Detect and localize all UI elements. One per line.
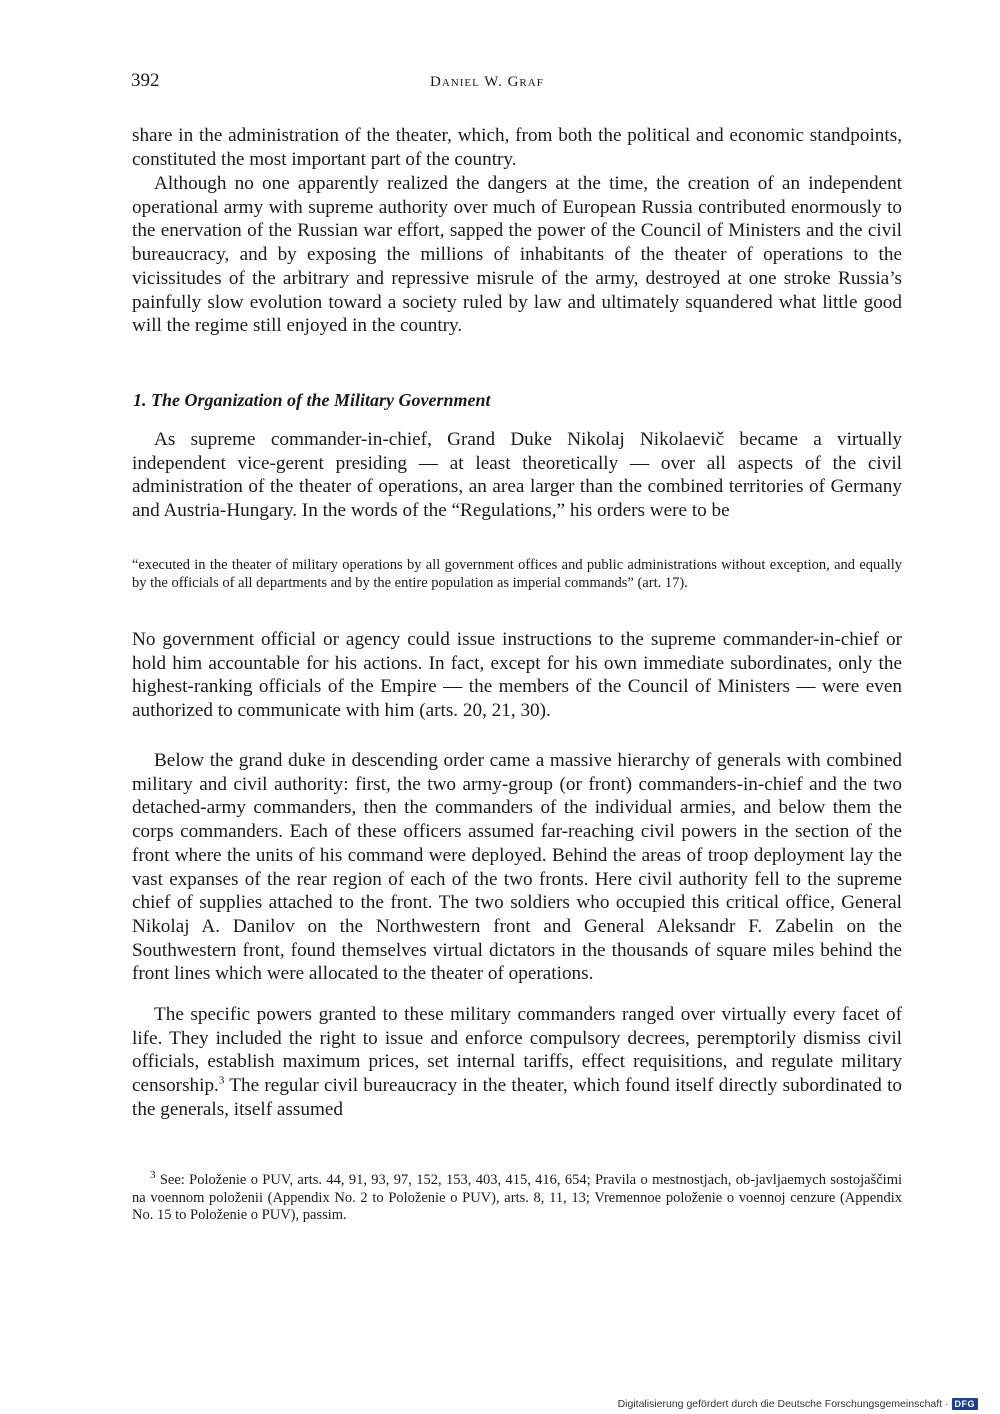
paragraph-5: Below the grand duke in descending order came a massive hierarchy of generals with combined military and civil authority: first, the two army-group (or front) commanders-in-chief and the two detached-army commanders, then the commanders of the individual armies, and below them the corps commanders. Each of these officers assumed far-reaching civil powers in the section of the front where the units of his command were deployed. Behind the areas of troop deployment lay the vast expanses of the rear region of each of the two fronts. Here civil authority fell to the supreme chief of supplies attached to the front. The two soldiers who occupied this critical office, General Nikolaj A. Danilov on the Northwestern front and General Aleksandr F. Zabelin on the Southwestern front, found themselves virtual dictators in the thousands of square miles behind the front lines which were allocated to the theater of operations. [132, 750, 902, 985]
credit-text: Digitalisierung gefördert durch die Deutsche Forschungsgemeinschaft · [617, 1398, 949, 1410]
block-quote: “executed in the theater of military operations by all government offices and public administrations without exception, and equally by the officials of all departments and by the entire population as imperial commands” (art. 17). [132, 557, 902, 591]
paragraph-6-text-before: The specific powers granted to these military commanders ranged over virtually every facet of life. They included the right to issue and enforce compulsory decrees, peremptorily dismiss civil officials, establish maximum prices, set internal tariffs, effect requisitions, and regulate military censorship. [132, 1004, 902, 1097]
paragraph-1: share in the administration of the theater, which, from both the political and economic standpoints, constituted the most important part of the country. [132, 125, 902, 170]
footnote [132, 1169, 902, 1225]
dfg-logo-icon: DFG [952, 1398, 979, 1410]
page-number: 392 [131, 70, 160, 91]
paragraph-4: No government official or agency could issue instructions to the supreme commander-in-chief or hold him accountable for his actions. In fact, except for his own immediate subordinates, only the highest-ranking officials of the Empire — the members of the Council of Ministers — were even authorized to communicate with him (arts. 20, 21, 30). [132, 629, 902, 722]
footnote-reference[interactable]: 3 [218, 1074, 225, 1087]
paragraph-3: As supreme commander-in-chief, Grand Duke Nikolaj Nikolaevič became a virtually independent vice-gerent presiding — at least theoretically — over all aspects of the civil administration of the theater of operations, an area larger than the combined territories of Germany and Austria-Hungary. In the words of the “Regulations,” his orders were to be [132, 429, 902, 522]
paragraph-6-text-after: The regular civil bureaucracy in the theater, which found itself directly subordinated to the generals, itself assumed [132, 1075, 902, 1120]
paragraph-6 [132, 1003, 902, 1122]
section-heading: 1. The Organization of the Military Government [133, 390, 491, 410]
footnote-mark: 3 [150, 1169, 156, 1182]
running-head: Daniel W. Graf [430, 74, 544, 90]
paragraph-2: Although no one apparently realized the dangers at the time, the creation of an independent operational army with supreme authority over much of European Russia contributed enormously to the enervation of the Russian war effort, sapped the power of the Council of Ministers and the civil bureaucracy, and by exposing the millions of inhabitants of the theater of operations to the vicissitudes of the arbitrary and repressive misrule of the army, destroyed at one stroke Russia’s painfully slow evolution toward a society ruled by law and ultimately squandered what little good will the regime still enjoyed in the country. [132, 173, 902, 337]
digitization-credit [618, 1398, 978, 1410]
footnote-text: See: Položenie o PUV, arts. 44, 91, 93, 97, 152, 153, 403, 415, 416, 654; Pravila o mestnostjach, ob-javljaemych sostojaščimi na voennom položenii (Appendix No. 2 to Položenie o PUV), arts. 8, 11, 13; Vremennoe položenie o voennoj cenzure (Appendix No. 15 to Položenie o PUV), passim. [132, 1172, 902, 1223]
